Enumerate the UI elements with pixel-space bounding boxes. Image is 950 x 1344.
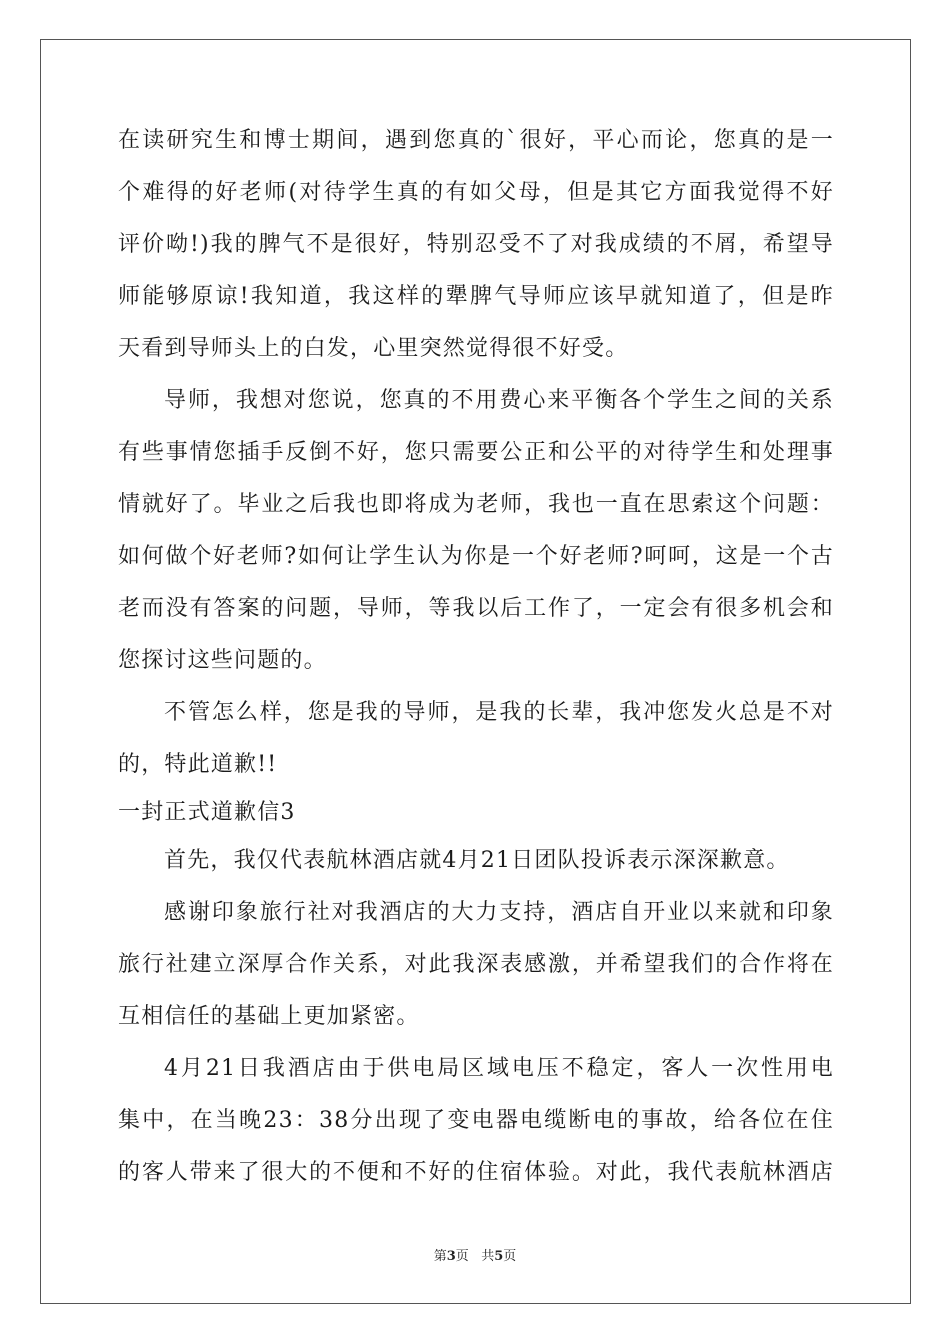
text-line: 在读研究生和博士期间，遇到您真的`很好，平心而论，您真的是一: [118, 128, 834, 153]
total-suffix: 页: [503, 1249, 517, 1264]
text-line: 互相信任的基础上更加紧密。: [118, 1004, 420, 1029]
text-line: 集中，在当晚23：38分出现了变电器电缆断电的事故，给各位在住: [118, 1108, 834, 1133]
page-footer: [0, 1248, 950, 1266]
text-line: 老而没有答案的问题，导师，等我以后工作了，一定会有很多机会和: [118, 596, 834, 621]
page-suffix: 页: [455, 1249, 469, 1264]
page-total: 5: [494, 1249, 504, 1264]
text-line: 不管怎么样，您是我的导师，是我的长辈，我冲您发火总是不对: [164, 700, 834, 725]
text-line: 有些事情您插手反倒不好，您只需要公正和公平的对待学生和处理事: [118, 440, 834, 465]
text-line: 的，特此道歉!!: [118, 752, 278, 777]
text-line: 感谢印象旅行社对我酒店的大力支持，酒店自开业以来就和印象: [164, 900, 834, 925]
total-prefix: 共: [481, 1249, 495, 1264]
text-line: 4月21日我酒店由于供电局区域电压不稳定，客人一次性用电: [164, 1056, 834, 1081]
page-prefix: 第: [433, 1249, 447, 1264]
text-line: 个难得的好老师(对待学生真的有如父母，但是其它方面我觉得不好: [118, 180, 834, 205]
text-line: 如何做个好老师?如何让学生认为你是一个好老师?呵呵，这是一个古: [118, 544, 834, 569]
page-current: 3: [446, 1249, 456, 1264]
text-line: 导师，我想对您说，您真的不用费心来平衡各个学生之间的关系: [164, 388, 834, 413]
text-line: 首先，我仅代表航林酒店就4月21日团队投诉表示深深歉意。: [164, 848, 790, 873]
text-line: 旅行社建立深厚合作关系，对此我深表感激，并希望我们的合作将在: [118, 952, 834, 977]
text-line: 您探讨这些问题的。: [118, 648, 327, 673]
text-line: 师能够原谅!我知道，我这样的犟脾气导师应该早就知道了，但是昨: [118, 284, 834, 309]
text-line: 评价呦!)我的脾气不是很好，特别忍受不了对我成绩的不屑，希望导: [118, 232, 834, 257]
text-line: 的客人带来了很大的不便和不好的住宿体验。对此，我代表航林酒店: [118, 1160, 834, 1185]
text-line: 天看到导师头上的白发，心里突然觉得很不好受。: [118, 336, 629, 361]
section-heading: 一封正式道歉信3: [118, 800, 296, 825]
text-line: 情就好了。毕业之后我也即将成为老师，我也一直在思索这个问题：: [118, 492, 834, 517]
